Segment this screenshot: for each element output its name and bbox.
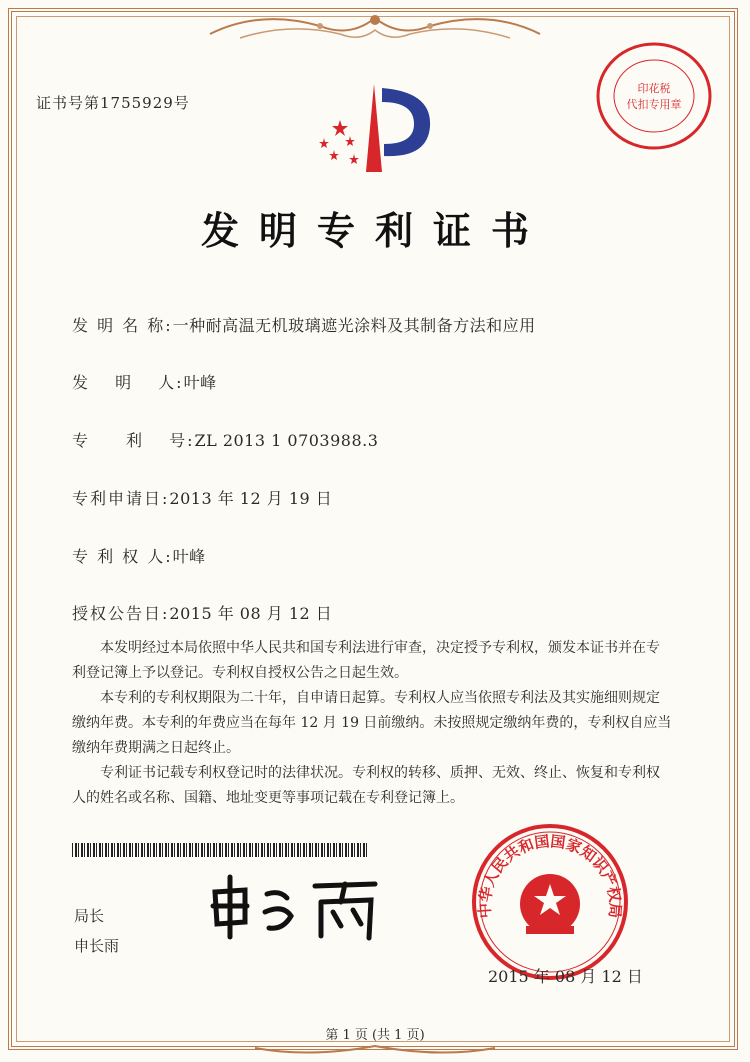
grant-date-row <box>72 601 332 624</box>
inventor-label: 发 明 人: <box>72 373 184 392</box>
patent-number-row <box>72 428 378 451</box>
patentee-row <box>72 544 206 567</box>
notice-paragraph: 专利证书记载专利权登记时的法律状况。专利权的转移、质押、无效、终止、恢复和专利权人的姓名或名称、国籍、地址变更等事项记载在专利登记簿上。 <box>72 765 660 806</box>
svg-text:代扣专用章: 代扣专用章 <box>626 98 682 111</box>
patent-number-value: ZL 2013 1 0703988.3 <box>194 431 379 450</box>
invention-name-label: 发 明 名 称: <box>72 316 173 335</box>
certificate-number: 证书号第1755929号 <box>36 94 190 112</box>
inventor-value: 叶峰 <box>183 373 217 392</box>
seal-text: 中华人民共和国国家知识产权局 <box>475 832 625 919</box>
signatory-title: 局长 <box>74 907 105 925</box>
top-ornament <box>200 4 550 50</box>
inventor-row <box>72 370 217 393</box>
patentee-value: 叶峰 <box>172 547 206 566</box>
svg-text:印花税: 印花税 <box>637 82 671 95</box>
tax-stamp <box>594 40 714 152</box>
patent-number-label: 专 利 号: <box>72 431 195 450</box>
filing-date-label: 专利申请日: <box>72 489 170 508</box>
official-seal <box>470 822 630 982</box>
barcode <box>72 843 367 857</box>
page-title: 发明专利证书 <box>200 209 549 253</box>
patent-office-logo <box>312 78 442 178</box>
page-footer: 第 1 页 (共 1 页) <box>325 1028 425 1043</box>
seal-date: 2015 年 08 月 12 日 <box>488 967 643 986</box>
patentee-label: 专 利 权 人: <box>72 547 173 566</box>
grant-date-label: 授权公告日: <box>72 604 170 623</box>
handwritten-signature <box>205 872 385 942</box>
invention-name-row <box>72 313 536 336</box>
signatory-name: 申长雨 <box>74 937 120 955</box>
filing-date-row <box>72 486 332 509</box>
notice-paragraph: 本专利的专利权期限为二十年，自申请日起算。专利权人应当依照专利法及其实施细则规定缴纳年费。本专利的年费应当在每年 12 月 19 日前缴纳。未按照规定缴纳年费的，专利权自应当缴纳年费期满之日起终止。 <box>72 690 672 756</box>
notice-paragraph: 本发明经过本局依照中华人民共和国专利法进行审查，决定授予专利权，颁发本证书并在专利登记簿上予以登记。专利权自授权公告之日起生效。 <box>72 640 660 681</box>
bottom-ornament <box>250 1040 500 1060</box>
filing-date-value: 2013 年 12 月 19 日 <box>169 489 333 508</box>
invention-name-value: 一种耐高温无机玻璃遮光涂料及其制备方法和应用 <box>172 316 536 335</box>
notice-text <box>72 636 672 811</box>
grant-date-value: 2015 年 08 月 12 日 <box>169 604 333 623</box>
